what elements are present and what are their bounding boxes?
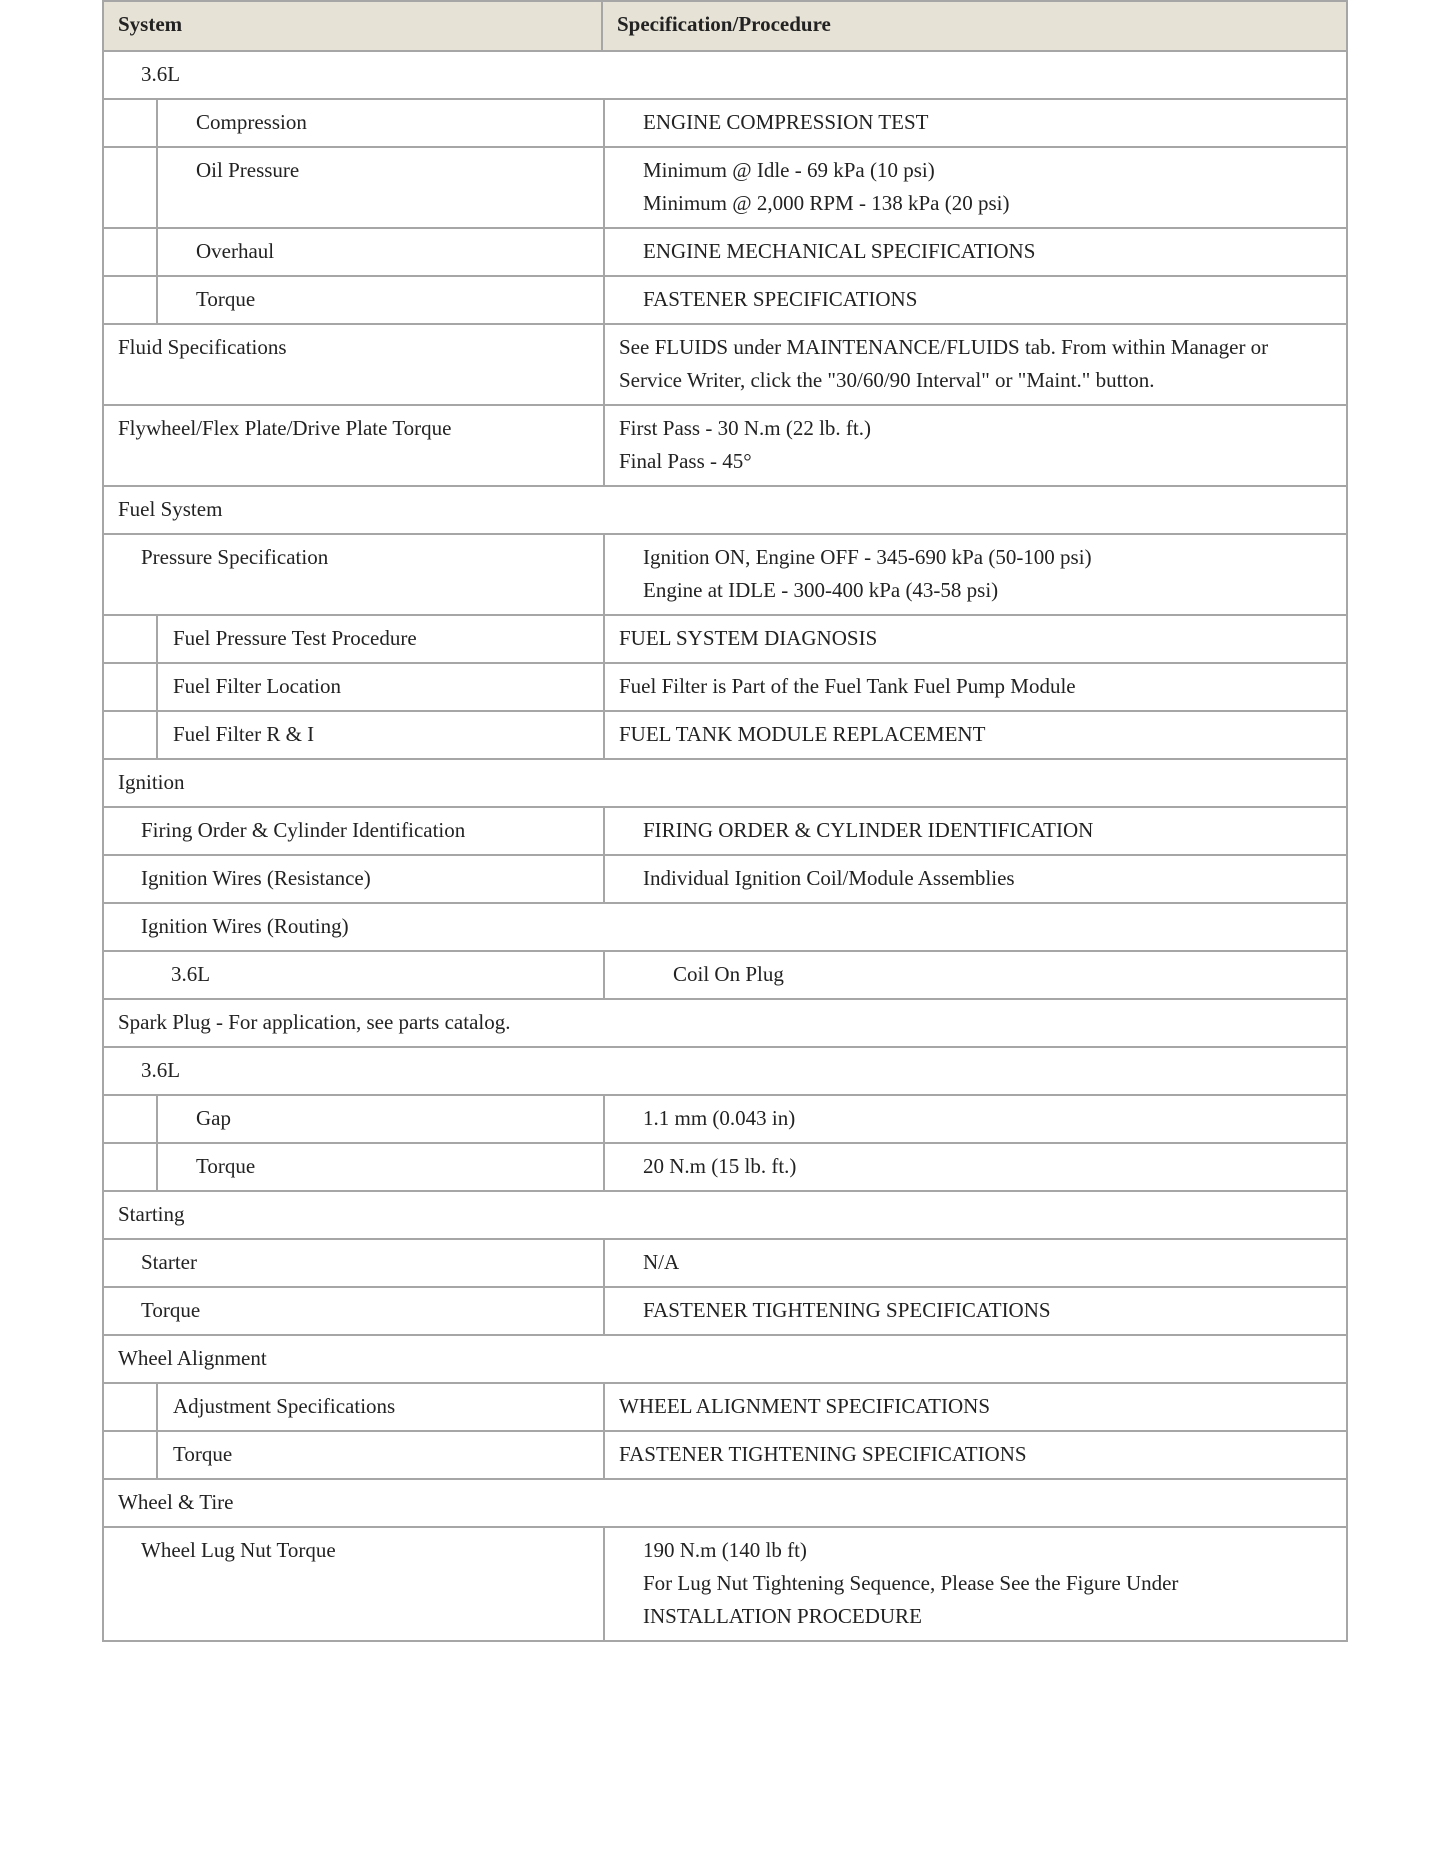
table-row bbox=[104, 1382, 1346, 1430]
spec-cell bbox=[605, 535, 1346, 614]
spec-cell bbox=[605, 325, 1346, 404]
system-label: Torque bbox=[173, 1442, 233, 1466]
system-label: Overhaul bbox=[196, 239, 275, 263]
system-label: Ignition Wires (Resistance) bbox=[141, 866, 371, 890]
system-cell bbox=[104, 1432, 605, 1478]
table-row bbox=[104, 227, 1346, 275]
table-row bbox=[104, 98, 1346, 146]
spec-cell bbox=[605, 1096, 1346, 1142]
system-label: 3.6L bbox=[171, 962, 211, 986]
indent-spacer bbox=[104, 1096, 158, 1142]
system-cell bbox=[104, 616, 605, 662]
system-label: Fuel Pressure Test Procedure bbox=[173, 626, 417, 650]
group-heading: Fuel System bbox=[118, 497, 223, 521]
spec-line: FUEL TANK MODULE REPLACEMENT bbox=[619, 722, 986, 746]
system-label: Torque bbox=[196, 1154, 256, 1178]
spec-line: Coil On Plug bbox=[673, 962, 784, 986]
spec-cell bbox=[605, 1528, 1346, 1640]
spec-cell bbox=[605, 277, 1346, 323]
indent-spacer bbox=[104, 100, 158, 146]
group-heading: Wheel & Tire bbox=[118, 1490, 234, 1514]
spec-line: ENGINE COMPRESSION TEST bbox=[643, 110, 929, 134]
system-label: Adjustment Specifications bbox=[173, 1394, 396, 1418]
group-heading: Ignition bbox=[118, 770, 185, 794]
system-cell bbox=[104, 808, 605, 854]
spec-line: FASTENER SPECIFICATIONS bbox=[643, 287, 918, 311]
system-label: Compression bbox=[196, 110, 307, 134]
header-system-cell bbox=[104, 2, 603, 50]
system-cell bbox=[104, 712, 605, 758]
header-spec-label: Specification/Procedure bbox=[617, 12, 831, 36]
table-row bbox=[104, 50, 1346, 98]
system-label: Torque bbox=[141, 1298, 201, 1322]
group-heading: 3.6L bbox=[141, 1058, 181, 1082]
spec-cell bbox=[605, 616, 1346, 662]
system-cell bbox=[104, 1096, 605, 1142]
system-label: Flywheel/Flex Plate/Drive Plate Torque bbox=[118, 416, 452, 440]
spec-cell bbox=[605, 148, 1346, 227]
table-row bbox=[104, 902, 1346, 950]
indent-spacer bbox=[104, 277, 158, 323]
table-row bbox=[104, 1286, 1346, 1334]
system-cell bbox=[104, 535, 605, 614]
spec-line: Minimum @ Idle - 69 kPa (10 psi) bbox=[643, 158, 935, 182]
spec-line: For Lug Nut Tightening Sequence, Please See the Figure Under bbox=[643, 1571, 1179, 1595]
table-row bbox=[104, 614, 1346, 662]
spec-cell bbox=[605, 406, 1346, 485]
table-row bbox=[104, 854, 1346, 902]
spec-cell bbox=[605, 664, 1346, 710]
spec-line: Minimum @ 2,000 RPM - 138 kPa (20 psi) bbox=[643, 191, 1010, 215]
table-row bbox=[104, 1478, 1346, 1526]
system-label: Pressure Specification bbox=[141, 545, 329, 569]
system-label: Fuel Filter Location bbox=[173, 674, 341, 698]
table-body bbox=[104, 50, 1346, 1640]
table-row bbox=[104, 275, 1346, 323]
spec-line: Individual Ignition Coil/Module Assemblies bbox=[643, 866, 1015, 890]
table-row bbox=[104, 758, 1346, 806]
table-row bbox=[104, 1046, 1346, 1094]
spec-line: ENGINE MECHANICAL SPECIFICATIONS bbox=[643, 239, 1036, 263]
group-heading: Ignition Wires (Routing) bbox=[141, 914, 349, 938]
table-row bbox=[104, 1238, 1346, 1286]
system-label: Torque bbox=[196, 287, 256, 311]
table-row bbox=[104, 1430, 1346, 1478]
system-cell bbox=[104, 856, 605, 902]
spec-cell bbox=[605, 712, 1346, 758]
indent-spacer bbox=[104, 1144, 158, 1190]
table-row bbox=[104, 1142, 1346, 1190]
spec-line: FASTENER TIGHTENING SPECIFICATIONS bbox=[619, 1442, 1027, 1466]
table-row bbox=[104, 1526, 1346, 1640]
system-label: Wheel Lug Nut Torque bbox=[141, 1538, 336, 1562]
system-cell bbox=[104, 1528, 605, 1640]
spec-line: INSTALLATION PROCEDURE bbox=[643, 1604, 922, 1628]
table-row bbox=[104, 1190, 1346, 1238]
system-cell bbox=[104, 277, 605, 323]
table-row bbox=[104, 404, 1346, 485]
system-cell bbox=[104, 1144, 605, 1190]
indent-spacer bbox=[104, 148, 158, 227]
spec-cell bbox=[605, 856, 1346, 902]
spec-line: 1.1 mm (0.043 in) bbox=[643, 1106, 796, 1130]
group-heading: Spark Plug - For application, see parts catalog. bbox=[118, 1010, 511, 1034]
spec-line: Ignition ON, Engine OFF - 345-690 kPa (50-100 psi) bbox=[643, 545, 1092, 569]
system-label: Fluid Specifications bbox=[118, 335, 287, 359]
system-label: Starter bbox=[141, 1250, 197, 1274]
spec-line: Fuel Filter is Part of the Fuel Tank Fuel Pump Module bbox=[619, 674, 1076, 698]
system-cell bbox=[104, 952, 605, 998]
spec-line: 190 N.m (140 lb ft) bbox=[643, 1538, 807, 1562]
table-row bbox=[104, 998, 1346, 1046]
spec-cell bbox=[605, 1288, 1346, 1334]
system-cell bbox=[104, 325, 605, 404]
group-heading: 3.6L bbox=[141, 62, 181, 86]
spec-line: First Pass - 30 N.m (22 lb. ft.) bbox=[619, 416, 871, 440]
spec-line: N/A bbox=[643, 1250, 680, 1274]
system-cell bbox=[104, 1384, 605, 1430]
table-row bbox=[104, 806, 1346, 854]
table-row bbox=[104, 146, 1346, 227]
spec-cell bbox=[605, 808, 1346, 854]
table-row bbox=[104, 950, 1346, 998]
spec-cell bbox=[605, 1432, 1346, 1478]
spec-cell bbox=[605, 229, 1346, 275]
table-row bbox=[104, 323, 1346, 404]
header-system-label: System bbox=[118, 12, 183, 36]
system-label: Gap bbox=[196, 1106, 231, 1130]
system-label: Firing Order & Cylinder Identification bbox=[141, 818, 466, 842]
spec-line: 20 N.m (15 lb. ft.) bbox=[643, 1154, 797, 1178]
system-cell bbox=[104, 406, 605, 485]
spec-line: FUEL SYSTEM DIAGNOSIS bbox=[619, 626, 878, 650]
table-row bbox=[104, 710, 1346, 758]
system-cell bbox=[104, 1288, 605, 1334]
indent-spacer bbox=[104, 712, 158, 758]
system-cell bbox=[104, 148, 605, 227]
spec-line: FIRING ORDER & CYLINDER IDENTIFICATION bbox=[643, 818, 1094, 842]
spec-line: Engine at IDLE - 300-400 kPa (43-58 psi) bbox=[643, 578, 999, 602]
table-row bbox=[104, 1094, 1346, 1142]
spec-line: Final Pass - 45° bbox=[619, 449, 752, 473]
indent-spacer bbox=[104, 616, 158, 662]
indent-spacer bbox=[104, 664, 158, 710]
system-cell bbox=[104, 100, 605, 146]
table-row bbox=[104, 485, 1346, 533]
group-heading: Starting bbox=[118, 1202, 185, 1226]
system-cell bbox=[104, 664, 605, 710]
system-cell bbox=[104, 229, 605, 275]
indent-spacer bbox=[104, 1384, 158, 1430]
spec-line: See FLUIDS under MAINTENANCE/FLUIDS tab. From within Manager or bbox=[619, 335, 1269, 359]
spec-cell bbox=[605, 1240, 1346, 1286]
table-row bbox=[104, 533, 1346, 614]
spec-line: FASTENER TIGHTENING SPECIFICATIONS bbox=[643, 1298, 1051, 1322]
table-row bbox=[104, 662, 1346, 710]
indent-spacer bbox=[104, 229, 158, 275]
table-header-row bbox=[104, 0, 1346, 50]
table-row bbox=[104, 1334, 1346, 1382]
header-spec-cell bbox=[603, 2, 1346, 50]
spec-cell bbox=[605, 100, 1346, 146]
system-cell bbox=[104, 1240, 605, 1286]
spec-line: WHEEL ALIGNMENT SPECIFICATIONS bbox=[619, 1394, 990, 1418]
system-label: Oil Pressure bbox=[196, 158, 300, 182]
spec-table bbox=[102, 0, 1348, 1642]
indent-spacer bbox=[104, 1432, 158, 1478]
system-label: Fuel Filter R & I bbox=[173, 722, 315, 746]
spec-cell bbox=[605, 1144, 1346, 1190]
group-heading: Wheel Alignment bbox=[118, 1346, 267, 1370]
spec-line: Service Writer, click the "30/60/90 Interval" or "Maint." button. bbox=[619, 368, 1155, 392]
spec-cell bbox=[605, 1384, 1346, 1430]
spec-cell bbox=[605, 952, 1346, 998]
